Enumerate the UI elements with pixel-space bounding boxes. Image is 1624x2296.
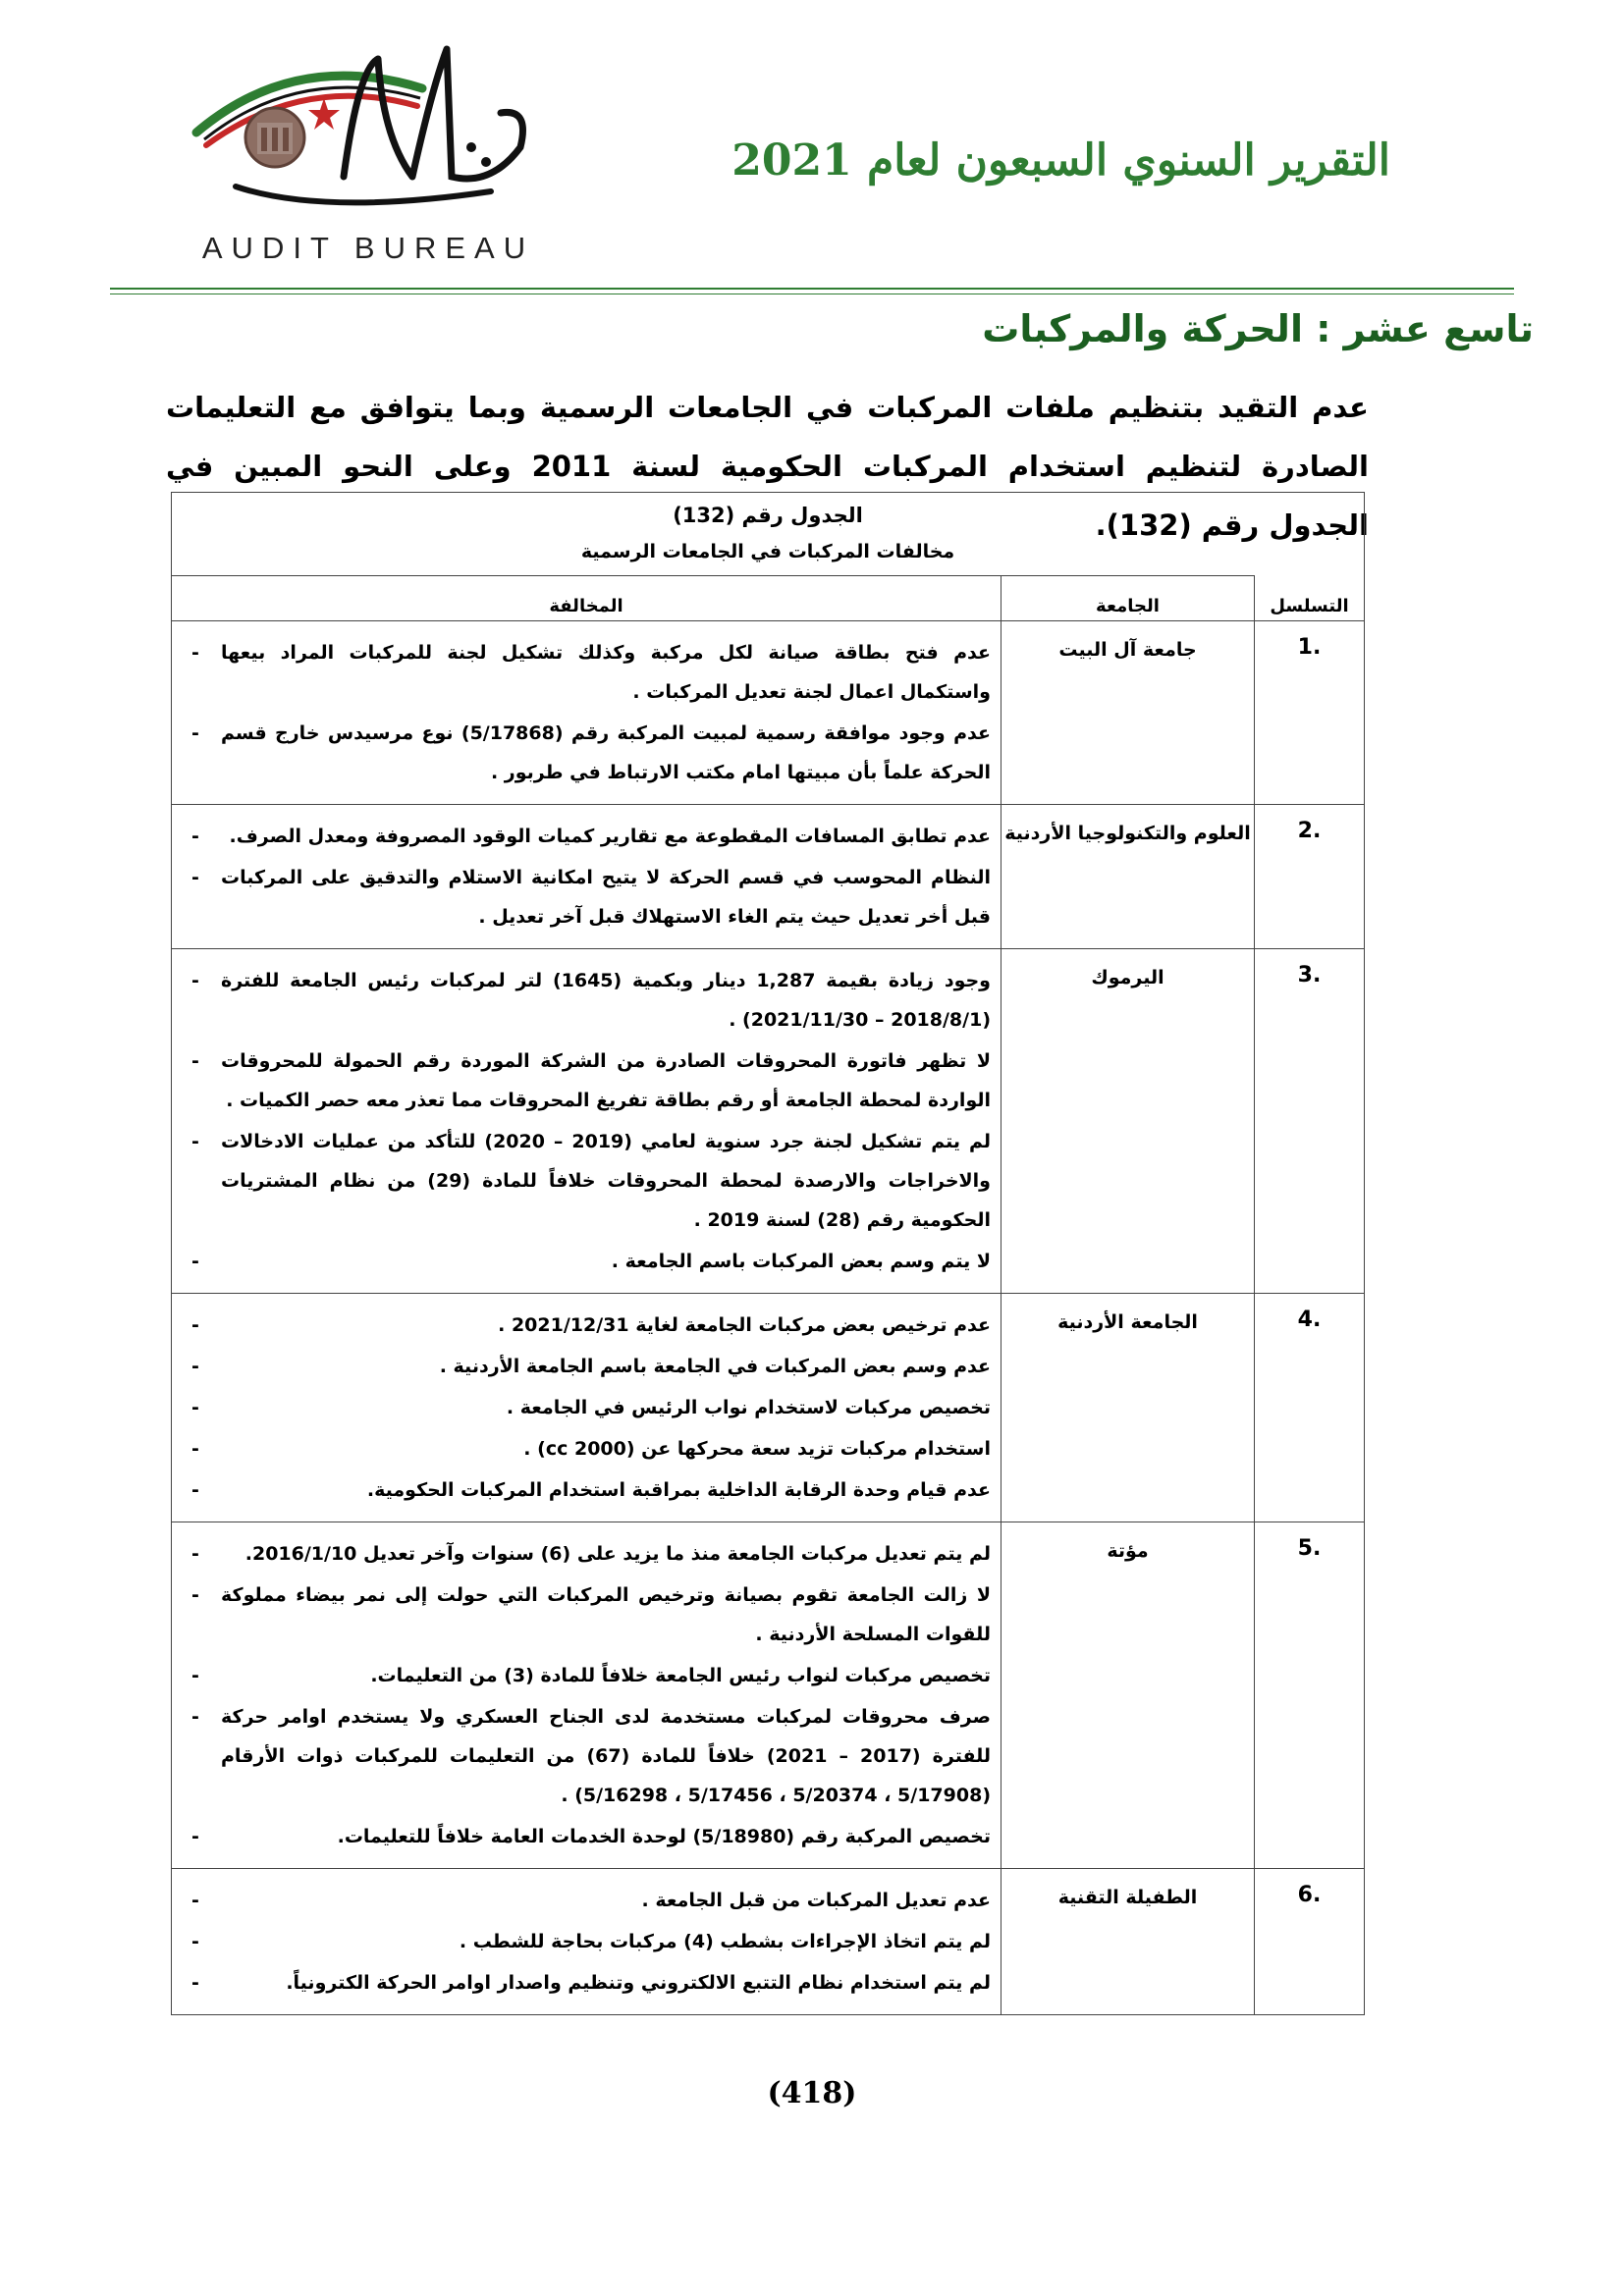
section-intro: عدم التقيد بتنظيم ملفات المركبات في الجامعات الرسمية وبما يتوافق مع التعليمات الصادرة لتنظيم استخدام المركبات الحكومية لسنة 2011 وعلى النحو المبين في الجدول رقم (132). — [166, 391, 1369, 542]
table-row — [172, 805, 1365, 949]
row-violations — [172, 1869, 1001, 2015]
violation-item: - عدم تطابق المسافات المقطوعة مع تقارير كميات الوقود المصروفة ومعدل الصرف. — [189, 817, 991, 856]
page-header — [0, 0, 1624, 294]
violation-list — [189, 817, 991, 936]
row-university: اليرموك — [1001, 949, 1255, 1294]
violation-item: - لا زالت الجامعة تقوم بصيانة وترخيص المركبات التي حولت إلى نمر بيضاء مملوكة للقوات المسلحة الأردنية . — [189, 1575, 991, 1654]
logo-emblem-icon — [177, 29, 560, 226]
table-row — [172, 949, 1365, 1294]
report-title: التقرير السنوي السبعون لعام 2021 — [731, 135, 1390, 186]
violation-item: - لم يتم اتخاذ الإجراءات بشطب (4) مركبات بحاجة للشطب . — [189, 1922, 991, 1961]
violation-item: - وجود زيادة بقيمة 1,287 دينار وبكمية (1645) لتر لمركبات رئيس الجامعة للفترة (2018/8/1 – 2021/11/30) . — [189, 961, 991, 1040]
header-divider — [110, 288, 1514, 290]
table-row — [172, 1869, 1365, 2015]
row-serial: 5. — [1255, 1522, 1365, 1869]
violations-table — [171, 492, 1365, 2015]
violation-list — [189, 1306, 991, 1510]
violation-item: - عدم وجود موافقة رسمية لمبيت المركبة رقم (5/17868) نوع مرسيدس خارج قسم الحركة علماً بأن مبيتها امام مكتب الارتباط في طربور . — [189, 714, 991, 792]
logo-text: AUDIT BUREAU — [201, 231, 535, 265]
table-row — [172, 1522, 1365, 1869]
row-serial: 6. — [1255, 1869, 1365, 2015]
row-university: العلوم والتكنولوجيا الأردنية — [1001, 805, 1255, 949]
violation-item: - لم يتم تعديل مركبات الجامعة منذ ما يزيد على (6) سنوات وآخر تعديل 2016/1/10. — [189, 1534, 991, 1574]
table-row — [172, 1294, 1365, 1522]
violation-item: - لا تظهر فاتورة المحروقات الصادرة من الشركة الموردة رقم الحمولة للمحروقات الواردة لمحطة الجامعة أو رقم بطاقة تفريغ المحروقات مما تعذر معه حصر الكميات . — [189, 1041, 991, 1120]
row-serial: 4. — [1255, 1294, 1365, 1522]
row-violations — [172, 949, 1001, 1294]
violation-item: - استخدام مركبات تزيد سعة محركها عن (2000 cc) . — [189, 1429, 991, 1468]
table-caption-title: مخالفات المركبات في الجامعات الرسمية — [580, 541, 955, 562]
violation-item: - عدم تعديل المركبات من قبل الجامعة . — [189, 1881, 991, 1920]
section-heading: تاسع عشر : الحركة والمركبات — [982, 307, 1534, 350]
column-header-university: الجامعة — [1001, 576, 1255, 621]
violation-list — [189, 1881, 991, 2002]
violation-item: - تخصيص مركبات لنواب رئيس الجامعة خلافاً للمادة (3) من التعليمات. — [189, 1656, 991, 1695]
violation-list — [189, 1534, 991, 1856]
violation-item: - عدم فتح بطاقة صيانة لكل مركبة وكذلك تشكيل لجنة للمركبات المراد بيعها واستكمال اعمال لجنة تعديل المركبات . — [189, 633, 991, 712]
row-violations — [172, 621, 1001, 805]
violation-list — [189, 961, 991, 1281]
table-header-row — [172, 576, 1365, 621]
row-serial: 2. — [1255, 805, 1365, 949]
row-university: جامعة آل البيت — [1001, 621, 1255, 805]
table-row — [172, 621, 1365, 805]
page-number: (418) — [767, 2076, 857, 2110]
audit-bureau-logo — [177, 29, 560, 265]
violation-item: - صرف محروقات لمركبات مستخدمة لدى الجناح العسكري ولا يستخدم اوامر حركة للفترة (2017 – 2021) خلافاً للمادة (67) من التعليمات للمركبات ذوات الأرقام (5/17908 ، 5/20374 ، 5/17456 ، 5/16298) . — [189, 1697, 991, 1815]
violation-item: - تخصيص المركبة رقم (5/18980) لوحدة الخدمات العامة خلافاً للتعليمات. — [189, 1817, 991, 1856]
row-violations — [172, 805, 1001, 949]
violation-item: - تخصيص مركبات لاستخدام نواب الرئيس في الجامعة . — [189, 1388, 991, 1427]
violation-item: - عدم ترخيص بعض مركبات الجامعة لغاية 2021/12/31 . — [189, 1306, 991, 1345]
row-violations — [172, 1522, 1001, 1869]
row-university: مؤتة — [1001, 1522, 1255, 1869]
violation-item: - عدم قيام وحدة الرقابة الداخلية بمراقبة استخدام المركبات الحكومية. — [189, 1470, 991, 1510]
violation-item: - لا يتم وسم بعض المركبات باسم الجامعة . — [189, 1242, 991, 1281]
row-serial: 3. — [1255, 949, 1365, 1294]
violation-item: - لم يتم استخدام نظام التتبع الالكتروني وتنظيم واصدار اوامر الحركة الكترونياً. — [189, 1963, 991, 2002]
table-caption — [172, 493, 1365, 576]
violation-item: - عدم وسم بعض المركبات في الجامعة باسم الجامعة الأردنية . — [189, 1347, 991, 1386]
violation-item: - النظام المحوسب في قسم الحركة لا يتيح امكانية الاستلام والتدقيق على المركبات قبل أخر تعديل حيث يتم الغاء الاستهلاك قبل آخر تعديل . — [189, 858, 991, 936]
row-serial: 1. — [1255, 621, 1365, 805]
violation-item: - لم يتم تشكيل لجنة جرد سنوية لعامي (2019 – 2020) للتأكد من عمليات الادخالات والاخراجات والارصدة لمحطة المحروقات خلافاً للمادة (29) من نظام المشتريات الحكومية رقم (28) لسنة 2019 . — [189, 1122, 991, 1240]
column-header-violation: المخالفة — [172, 576, 1001, 621]
row-violations — [172, 1294, 1001, 1522]
column-header-serial: التسلسل — [1255, 576, 1365, 621]
row-university: الجامعة الأردنية — [1001, 1294, 1255, 1522]
violation-list — [189, 633, 991, 792]
row-university: الطفيلة التقنية — [1001, 1869, 1255, 2015]
table-caption-number: الجدول رقم (132) — [673, 504, 863, 527]
